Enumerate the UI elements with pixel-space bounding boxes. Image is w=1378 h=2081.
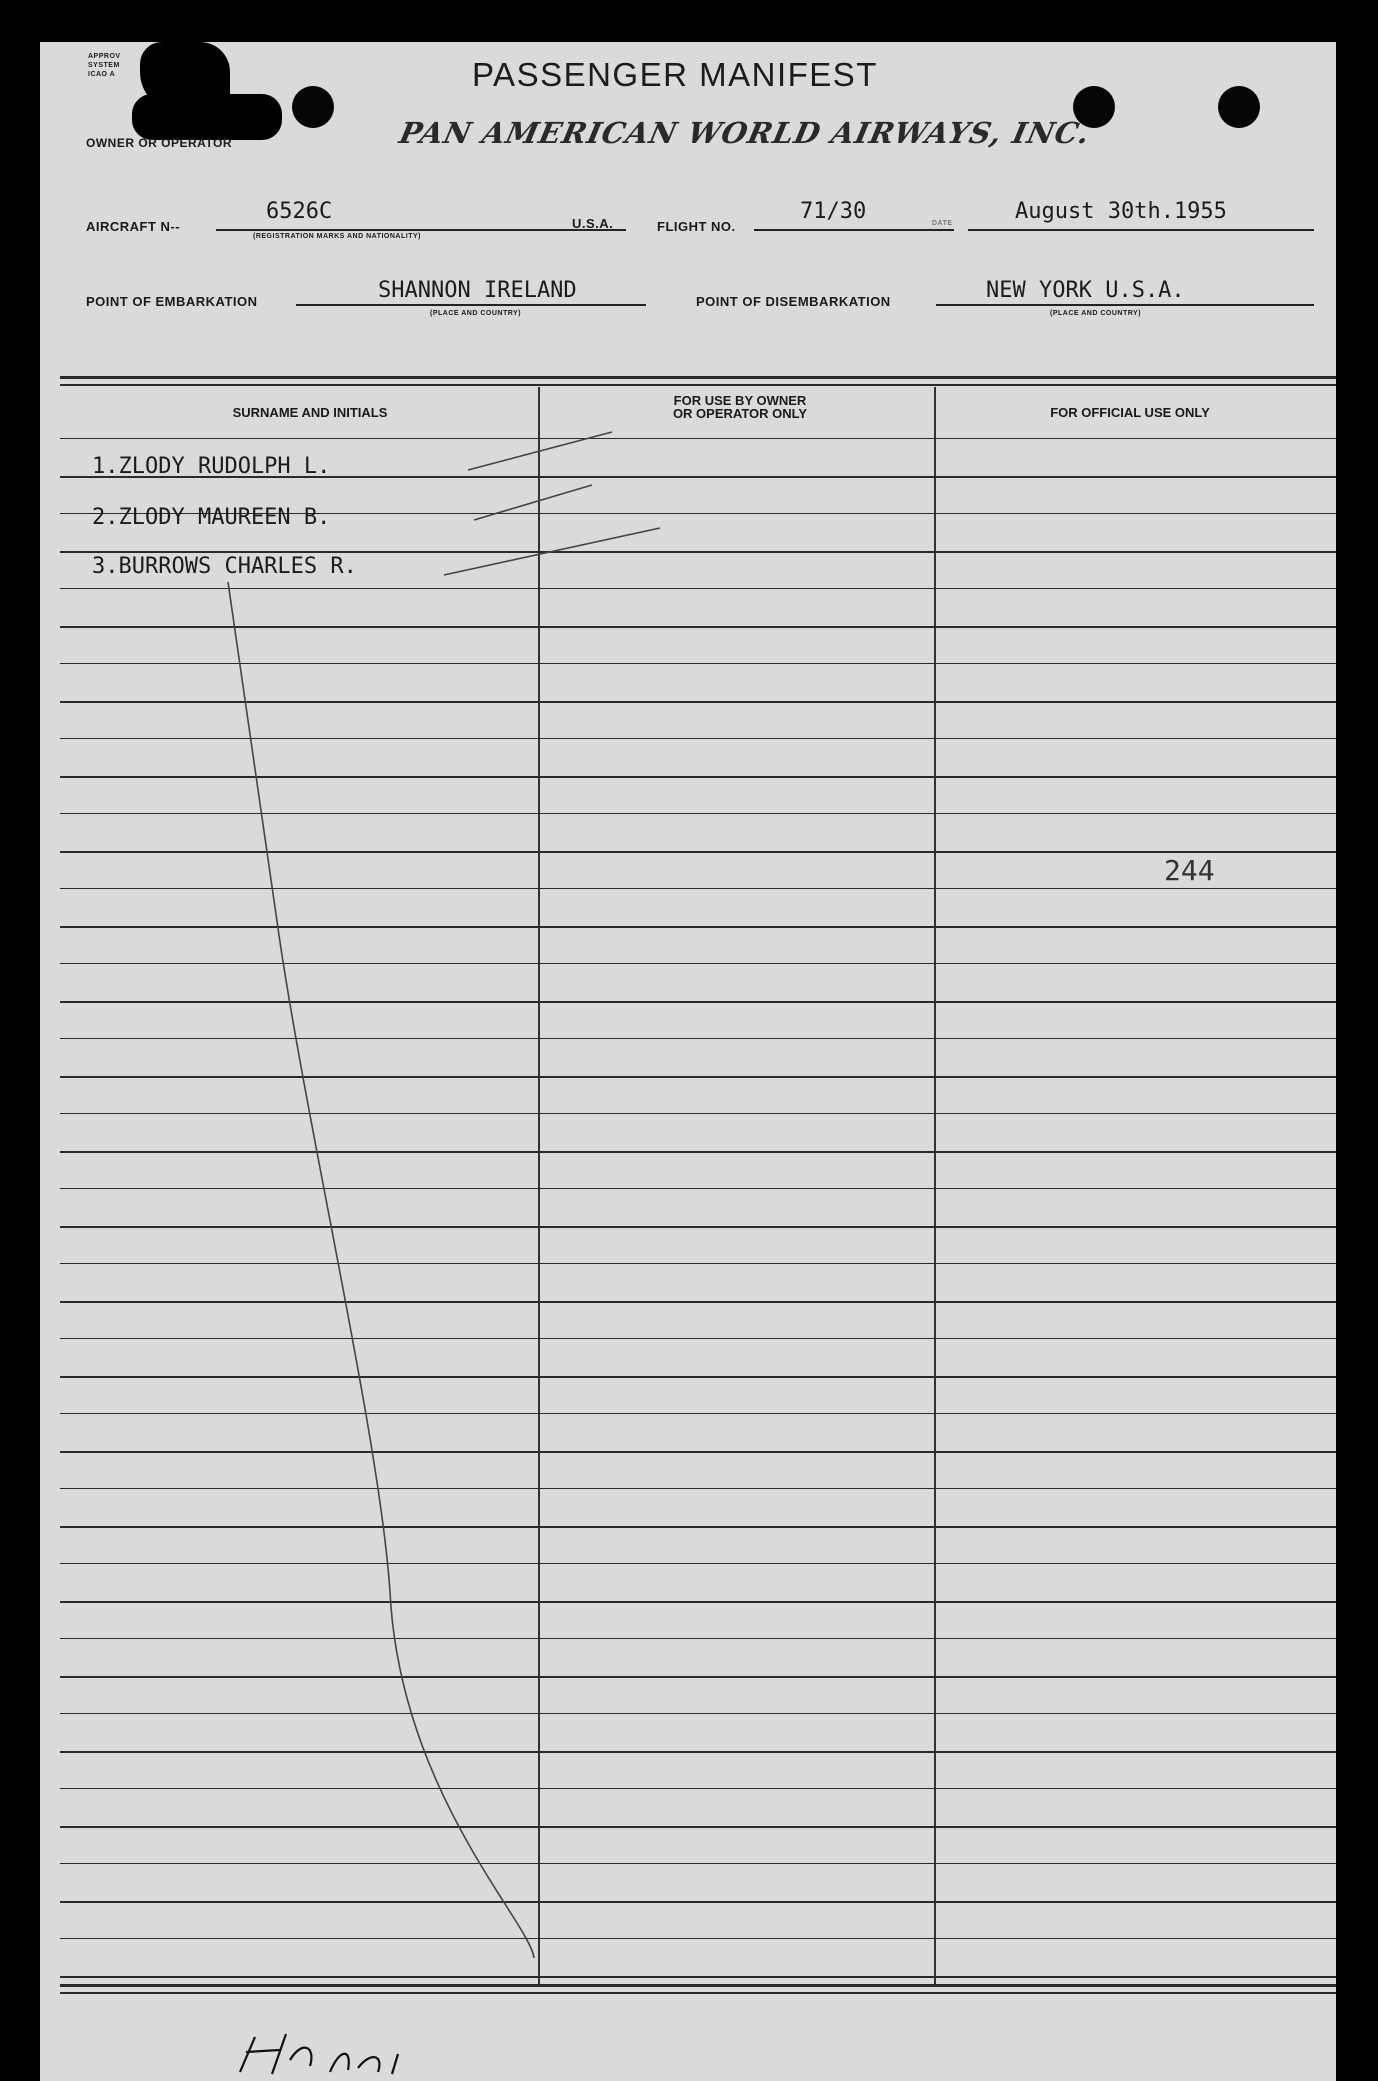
approval-line-3: ICAO A [88,71,116,78]
official-note: 244 [1164,854,1215,887]
embarkation-label: POINT OF EMBARKATION [86,294,258,309]
aircraft-value: 6526C [266,199,333,224]
table-bottom-rule-2 [60,1992,1336,1994]
date-value: August 30th.1955 [1015,199,1227,224]
table-bottom-rule [60,1984,1336,1987]
approval-line-2: SYSTEM [88,62,120,69]
passenger-entry: 2.ZLODY MAUREEN B. [92,505,331,530]
pencil-strokes [40,42,1336,2081]
owner-label: OWNER OR OPERATOR [86,136,233,150]
pencil-tick [474,485,592,520]
column-header-official: FOR OFFICIAL USE ONLY [1050,405,1210,420]
pencil-tick [444,528,660,575]
usa-label: U.S.A. [572,216,614,231]
date-label: DATE [932,220,953,227]
disembarkation-value: NEW YORK U.S.A. [986,278,1185,303]
column-header-surname: SURNAME AND INITIALS [232,405,388,420]
passenger-entry: 3.BURROWS CHARLES R. [92,554,357,579]
page-title: PASSENGER MANIFEST [472,56,878,93]
signature [240,2034,398,2074]
pencil-tick [468,432,612,470]
passenger-entry: 1.ZLODY RUDOLPH L. [92,454,331,479]
manifest-sheet [40,42,1336,2081]
embarkation-value: SHANNON IRELAND [378,278,577,303]
aircraft-label: AIRCRAFT N-- [86,219,181,234]
column-header-owner-line1: FOR USE BY OWNER [673,393,807,408]
flight-value: 71/30 [800,199,867,224]
embarkation-caption: (PLACE AND COUNTRY) [430,310,522,317]
airline-name: PAN AMERICAN WORLD AIRWAYS, INC. [396,116,1094,150]
column-header-owner-line2: OR OPERATOR ONLY [672,406,808,421]
registration-caption: (REGISTRATION MARKS AND NATIONALITY) [253,233,421,240]
pencil-bracket [228,582,534,1958]
disembarkation-label: POINT OF DISEMBARKATION [696,294,891,309]
disembarkation-caption: (PLACE AND COUNTRY) [1050,310,1142,317]
approval-line-1: APPROV [88,53,121,60]
flight-label: FLIGHT NO. [657,219,736,234]
